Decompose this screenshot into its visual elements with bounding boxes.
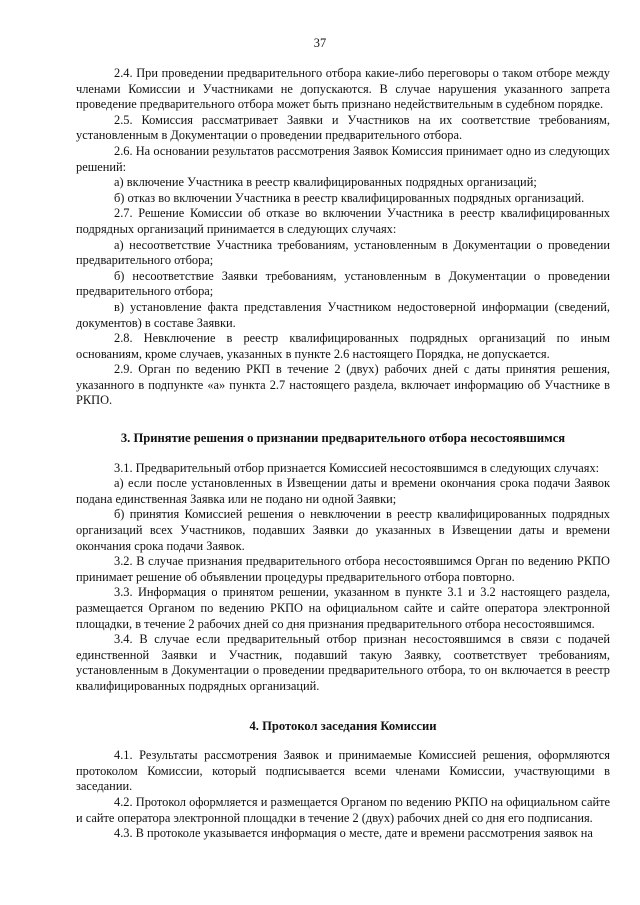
section-3-heading: 3. Принятие решения о признании предварительного отбора несостоявшимся [120,431,566,446]
page-content [76,66,610,842]
list-item-3-1-a: а) если после установленных в Извещении даты и времени окончания срока подачи Заявок подана единственная Заявка или не подано ни одной Заявки; [76,476,610,506]
list-item-2-6-a: а) включение Участника в реестр квалифицированных подрядных организаций; [114,175,537,190]
paragraph-2-7: 2.7. Решение Комиссии об отказе во включении Участника в реестр квалифицированных подрядных организаций принимается в следующих случаях: [76,206,610,236]
section-4 [76,748,610,842]
page-number: 37 [313,36,327,50]
list-item-3-1-b: б) принятия Комиссией решения о невключении в реестр квалифицированных подрядных организаций всех Участников, подавших Заявки до указанных в Извещении даты и времени окончания срока подачи Заявок. [76,507,610,553]
paragraph-2-4: 2.4. При проведении предварительного отбора какие-либо переговоры о таком отборе между членами Комиссии и Участниками не допускаются. В случае нарушения указанного запрета проведение предварительного отбора может быть признано недействительным в судебном порядке. [76,66,610,112]
paragraph-4-2: 4.2. Протокол оформляется и размещается Органом по ведению РКПО на официальном сайте и сайте оператора электронной площадки в течение 2 (двух) рабочих дней со дня его подписания. [76,794,610,825]
paragraph-2-6: 2.6. На основании результатов рассмотрения Заявок Комиссия принимает одно из следующих решений: [76,143,610,174]
paragraph-3-3: 3.3. Информация о принятом решении, указанном в пункте 3.1 и 3.2 настоящего раздела, размещается Органом по ведению РКПО на официальном сайте и сайте оператора электронной площадки, в течение 2 рабочих дней со дня признания предварительного отбора несостоявшимся. [76,585,610,631]
paragraph-2-5: 2.5. Комиссия рассматривает Заявки и Участников на их соответствие требованиям, установленным в Документации о проведении предварительного отбора. [76,112,610,143]
list-item-2-6-b: б) отказ во включении Участника в реестр квалифицированных подрядных организаций. [114,190,585,205]
paragraph-3-4: 3.4. В случае если предварительный отбор признан несостоявшимся в связи с подачей единственной Заявки и Участник, подавший такую Заявку, соответствует требованиям, установленным в Документации о проведении предварительного отбора, то он включается в реестр квалифицированных подрядных организаций. [76,632,610,693]
list-item-2-7-a: а) несоответствие Участника требованиям, установленным в Документации о проведении предварительного отбора; [76,237,610,268]
list-item-2-7-c: в) установление факта представления Участником недостоверной информации (сведений, документов) в составе Заявки. [76,299,610,330]
section-3 [76,461,610,695]
paragraph-2-8: 2.8. Невключение в реестр квалифицированных подрядных организаций по иным основаниям, кроме случаев, указанных в пункте 2.6 настоящего Порядка, не допускается. [76,331,610,361]
paragraph-4-1: 4.1. Результаты рассмотрения Заявок и принимаемые Комиссией решения, оформляются протоколом Комиссии, который подписывается всеми членами Комиссии, участвующими в заседании. [76,748,610,794]
list-item-2-7-b: б) несоответствие Заявки требованиям, установленным в Документации о проведении предварительного отбора; [76,268,610,299]
paragraph-2-9: 2.9. Орган по ведению РКП в течение 2 (двух) рабочих дней с даты принятия решения, указанного в подпункте «а» пункта 2.7 настоящего раздела, включает информацию об Участнике в РКПО. [76,362,610,408]
section-4-heading: 4. Протокол заседания Комиссии [249,718,437,733]
paragraph-3-2: 3.2. В случае признания предварительного отбора несостоявшимся Орган по ведению РКПО принимает решение об объявлении процедуры предварительного отбора повторно. [76,554,610,584]
paragraph-4-3: 4.3. В протоколе указывается информация о месте, дате и времени рассмотрения заявок на [114,826,593,841]
section-2 [76,66,610,409]
paragraph-3-1: 3.1. Предварительный отбор признается Комиссией несостоявшимся в следующих случаях: [114,460,600,475]
